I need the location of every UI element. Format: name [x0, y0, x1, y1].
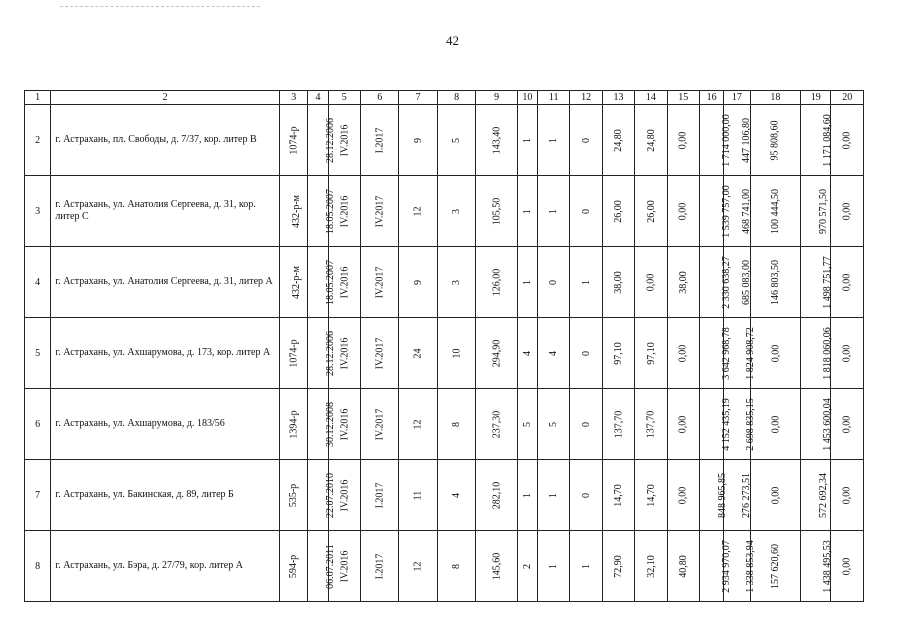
table-cell-col-16: [699, 318, 732, 389]
rotated-cell-value: 146 803,50: [769, 259, 781, 305]
table-cell-col-14: [635, 318, 667, 389]
rotated-cell-value: 4: [451, 492, 463, 498]
rotated-cell-value: 143,40: [491, 126, 503, 154]
rotated-cell-value: 1 714 000,00: [720, 113, 732, 167]
rotated-cell-value: 1 824 908,72: [744, 326, 756, 380]
rotated-cell-value: 432-р-м: [291, 265, 303, 299]
rotated-cell-value: 38,00: [677, 270, 689, 294]
table-cell-col-12: [570, 389, 602, 460]
table-cell-col-11: [538, 105, 570, 176]
rotated-cell-value: I.2017: [374, 127, 386, 153]
rotated-cell-value: 32,10: [645, 554, 657, 578]
table-row: [25, 247, 864, 318]
table-cell-col-16: [699, 531, 732, 602]
rotated-cell-value: 447 106,80: [741, 117, 753, 163]
rotated-cell-value: 8: [451, 421, 463, 427]
column-header-6: 6: [360, 91, 398, 105]
rotated-cell-value: 1394-р: [288, 409, 300, 439]
table-cell-col-1: 3: [25, 176, 51, 247]
table-cell-col-19: [801, 247, 831, 318]
table-cell-col-16: [699, 176, 732, 247]
rotated-cell-value: 30.12.2008: [325, 401, 337, 447]
table-cell-col-4: [308, 531, 337, 602]
rotated-cell-value: 1: [521, 208, 533, 214]
table-cell-col-13: [602, 105, 634, 176]
table-cell-col-14: [635, 460, 667, 531]
column-header-7: 7: [399, 91, 437, 105]
rotated-cell-value: 0,00: [769, 415, 781, 433]
table-cell-col-8: [437, 247, 475, 318]
table-cell-col-3: [280, 318, 308, 389]
rotated-cell-value: 18.05.2007: [325, 188, 337, 234]
rotated-cell-value: IV.2017: [374, 195, 386, 227]
table-cell-col-11: [538, 531, 570, 602]
rotated-cell-value: 0: [580, 421, 592, 427]
rotated-cell-value: 18.05.2007: [325, 259, 337, 305]
rotated-cell-value: 535-р: [288, 483, 300, 507]
rotated-cell-value: IV.2016: [338, 124, 350, 156]
table-cell-col-9: [476, 247, 517, 318]
rotated-cell-value: 4: [521, 350, 533, 356]
table-row: [25, 531, 864, 602]
table-cell-col-10: [517, 105, 537, 176]
table-cell-col-7: [399, 531, 437, 602]
rotated-cell-value: 137,70: [612, 410, 624, 438]
table-cell-col-9: [476, 531, 517, 602]
rotated-cell-value: IV.2016: [338, 195, 350, 227]
table-cell-col-14: [635, 389, 667, 460]
table-cell-col-1: 2: [25, 105, 51, 176]
rotated-cell-value: 0,00: [841, 131, 853, 149]
rotated-cell-value: 11: [412, 490, 424, 500]
rotated-cell-value: 0,00: [677, 131, 689, 149]
table-cell-col-13: [602, 531, 634, 602]
table-cell-col-6: [360, 531, 398, 602]
rotated-cell-value: 0,00: [769, 486, 781, 504]
table-cell-col-15: [667, 105, 699, 176]
rotated-cell-value: 0: [580, 208, 592, 214]
table-cell-col-1: 5: [25, 318, 51, 389]
rotated-cell-value: 1: [580, 563, 592, 569]
table-cell-col-1: 8: [25, 531, 51, 602]
rotated-cell-value: 0,00: [841, 344, 853, 362]
table-cell-col-9: [476, 460, 517, 531]
rotated-cell-value: 0,00: [677, 202, 689, 220]
table-cell-col-10: [517, 247, 537, 318]
table-cell-col-13: [602, 318, 634, 389]
rotated-cell-value: 848 965,85: [716, 472, 728, 518]
table-cell-col-12: [570, 318, 602, 389]
rotated-cell-value: 22.07.2010: [325, 472, 337, 518]
rotated-cell-value: 5: [548, 421, 560, 427]
rotated-cell-value: IV.2016: [338, 479, 350, 511]
rotated-cell-value: 24,80: [645, 128, 657, 152]
table-cell-col-20: [831, 247, 864, 318]
rotated-cell-value: 100 444,50: [769, 188, 781, 234]
table-cell-col-13: [602, 176, 634, 247]
table-cell-col-7: [399, 318, 437, 389]
rotated-cell-value: 2 698 835,15: [744, 397, 756, 451]
table-cell-col-9: [476, 105, 517, 176]
rotated-cell-value: 0,00: [841, 415, 853, 433]
table-row: [25, 389, 864, 460]
column-header-8: 8: [437, 91, 475, 105]
rotated-cell-value: 1: [521, 137, 533, 143]
rotated-cell-value: 1: [521, 492, 533, 498]
rotated-cell-value: 1: [548, 137, 560, 143]
rotated-cell-value: IV.2016: [338, 550, 350, 582]
column-header-18: 18: [750, 91, 801, 105]
table-cell-col-6: [360, 176, 398, 247]
column-header-14: 14: [635, 91, 667, 105]
table-cell-col-13: [602, 460, 634, 531]
table-cell-col-20: [831, 318, 864, 389]
rotated-cell-value: 2: [521, 563, 533, 569]
table-cell-col-10: [517, 318, 537, 389]
table-cell-col-13: [602, 389, 634, 460]
rotated-cell-value: 72,90: [612, 554, 624, 578]
table-cell-col-3: [280, 247, 308, 318]
table-cell-col-14: [635, 105, 667, 176]
table-cell-col-8: [437, 389, 475, 460]
table-cell-col-20: [831, 389, 864, 460]
column-header-11: 11: [538, 91, 570, 105]
address-cell: г. Астрахань, ул. Анатолия Сергеева, д. 31, литер А: [51, 247, 280, 318]
rotated-cell-value: I.2017: [374, 482, 386, 508]
table-cell-col-15: [667, 389, 699, 460]
scan-artifact-line: [60, 6, 260, 8]
rotated-cell-value: 237,30: [491, 410, 503, 438]
column-header-1: 1: [25, 91, 51, 105]
column-header-10: 10: [517, 91, 537, 105]
table-cell-col-4: [308, 318, 337, 389]
table-cell-col-3: [280, 105, 308, 176]
rotated-cell-value: 0: [580, 492, 592, 498]
rotated-cell-value: 26,00: [645, 199, 657, 223]
table-cell-col-20: [831, 460, 864, 531]
table-cell-col-15: [667, 531, 699, 602]
table-cell-col-7: [399, 105, 437, 176]
rotated-cell-value: 3: [451, 279, 463, 285]
housing-program-table: [24, 90, 864, 602]
rotated-cell-value: 97,10: [645, 341, 657, 365]
rotated-cell-value: 1 438 495,53: [821, 539, 833, 593]
rotated-cell-value: 594-р: [288, 554, 300, 578]
table-cell-col-18: [750, 389, 801, 460]
table-cell-col-8: [437, 318, 475, 389]
rotated-cell-value: 5: [521, 421, 533, 427]
table-cell-col-7: [399, 460, 437, 531]
rotated-cell-value: 24,80: [612, 128, 624, 152]
rotated-cell-value: 1 818 060,06: [821, 326, 833, 380]
table-cell-col-7: [399, 247, 437, 318]
table-row: [25, 105, 864, 176]
rotated-cell-value: 0: [580, 350, 592, 356]
table-cell-col-20: [831, 531, 864, 602]
table-cell-col-10: [517, 389, 537, 460]
rotated-cell-value: 1 539 757,00: [720, 184, 732, 238]
column-header-13: 13: [602, 91, 634, 105]
table-cell-col-18: [750, 247, 801, 318]
table-cell-col-19: [801, 176, 831, 247]
column-header-16: 16: [699, 91, 723, 105]
rotated-cell-value: 10: [451, 348, 463, 358]
rotated-cell-value: 9: [412, 137, 424, 143]
rotated-cell-value: 97,10: [612, 341, 624, 365]
table-cell-col-15: [667, 460, 699, 531]
rotated-cell-value: 06.07.2011: [325, 543, 337, 589]
rotated-cell-value: 1: [580, 279, 592, 285]
table-cell-col-7: [399, 389, 437, 460]
table-cell-col-4: [308, 389, 337, 460]
rotated-cell-value: 1: [548, 563, 560, 569]
rotated-cell-value: 0: [548, 279, 560, 285]
column-header-12: 12: [570, 91, 602, 105]
rotated-cell-value: 12: [412, 419, 424, 429]
rotated-cell-value: 2 934 970,07: [720, 539, 732, 593]
table-cell-col-19: [801, 531, 831, 602]
rotated-cell-value: 0,00: [841, 202, 853, 220]
table-cell-col-3: [280, 176, 308, 247]
table-cell-col-15: [667, 318, 699, 389]
table-cell-col-16: [699, 460, 728, 531]
rotated-cell-value: 294,90: [491, 339, 503, 367]
rotated-cell-value: IV.2017: [374, 266, 386, 298]
column-header-19: 19: [801, 91, 831, 105]
rotated-cell-value: 468 741,00: [741, 188, 753, 234]
table-cell-col-6: [360, 247, 398, 318]
rotated-cell-value: 3 642 968,78: [720, 326, 732, 380]
column-header-2: 2: [51, 91, 280, 105]
table-cell-col-12: [570, 460, 602, 531]
rotated-cell-value: 105,50: [491, 197, 503, 225]
rotated-cell-value: 24: [412, 348, 424, 358]
rotated-cell-value: 38,00: [612, 270, 624, 294]
table-cell-col-20: [831, 105, 864, 176]
table-cell-col-4: [308, 247, 337, 318]
rotated-cell-value: 685 083,00: [741, 259, 753, 305]
rotated-cell-value: 1074-р: [288, 125, 300, 155]
rotated-cell-value: 9: [412, 279, 424, 285]
rotated-cell-value: 0,00: [841, 486, 853, 504]
rotated-cell-value: 4: [548, 350, 560, 356]
table-cell-col-13: [602, 247, 634, 318]
column-header-5: 5: [328, 91, 360, 105]
rotated-cell-value: 1074-р: [288, 338, 300, 368]
rotated-cell-value: 432-р-м: [291, 194, 303, 228]
rotated-cell-value: 28.12.2006: [325, 117, 337, 163]
rotated-cell-value: 572 692,34: [818, 472, 830, 518]
table-cell-col-16: [699, 389, 732, 460]
table-cell-col-19: [801, 318, 831, 389]
rotated-cell-value: 0,00: [677, 415, 689, 433]
address-cell: г. Астрахань, ул. Анатолия Сергеева, д. 31, кор. литер С: [51, 176, 280, 247]
table-cell-col-11: [538, 460, 570, 531]
table-cell-col-20: [831, 176, 864, 247]
table-cell-col-9: [476, 389, 517, 460]
table-cell-col-6: [360, 460, 398, 531]
table-cell-col-1: 7: [25, 460, 51, 531]
table-cell-col-4: [308, 105, 337, 176]
table-row: [25, 318, 864, 389]
table-cell-col-11: [538, 176, 570, 247]
rotated-cell-value: 157 620,60: [769, 543, 781, 589]
table-cell-col-19: [801, 460, 831, 531]
rotated-cell-value: IV.2016: [338, 408, 350, 440]
rotated-cell-value: 1: [548, 492, 560, 498]
table-cell-col-3: [280, 389, 308, 460]
rotated-cell-value: 1: [521, 279, 533, 285]
table-cell-col-11: [538, 318, 570, 389]
rotated-cell-value: 26,00: [612, 199, 624, 223]
table-cell-col-14: [635, 531, 667, 602]
rotated-cell-value: 1 453 600,04: [821, 397, 833, 451]
table-cell-col-6: [360, 105, 398, 176]
table-cell-col-19: [801, 105, 831, 176]
rotated-cell-value: 12: [412, 206, 424, 216]
table-cell-col-16: [699, 105, 732, 176]
table-cell-col-15: [667, 176, 699, 247]
table-cell-col-8: [437, 176, 475, 247]
table-cell-col-10: [517, 531, 537, 602]
rotated-cell-value: 28.12.2006: [325, 330, 337, 376]
table-cell-col-14: [635, 176, 667, 247]
table-cell-col-16: [699, 247, 732, 318]
rotated-cell-value: 40,80: [677, 554, 689, 578]
rotated-cell-value: 0,00: [769, 344, 781, 362]
rotated-cell-value: 14,70: [612, 483, 624, 507]
column-header-3: 3: [280, 91, 308, 105]
table-cell-col-8: [437, 105, 475, 176]
rotated-cell-value: 0,00: [645, 273, 657, 291]
rotated-cell-value: IV.2017: [374, 408, 386, 440]
table-cell-col-18: [750, 176, 801, 247]
table-cell-col-3: [280, 531, 308, 602]
table-cell-col-12: [570, 176, 602, 247]
table-cell-col-6: [360, 318, 398, 389]
rotated-cell-value: 276 273,51: [741, 472, 753, 518]
rotated-cell-value: 0,00: [841, 273, 853, 291]
table-cell-col-19: [801, 389, 831, 460]
column-header-17: 17: [724, 91, 750, 105]
rotated-cell-value: 126,00: [491, 268, 503, 296]
rotated-cell-value: 3: [451, 208, 463, 214]
table-cell-col-6: [360, 389, 398, 460]
table-cell-col-14: [635, 247, 667, 318]
table-row: [25, 460, 864, 531]
rotated-cell-value: IV.2016: [338, 337, 350, 369]
rotated-cell-value: 0,00: [677, 344, 689, 362]
rotated-cell-value: 282,10: [491, 481, 503, 509]
rotated-cell-value: 0: [580, 137, 592, 143]
address-cell: г. Астрахань, ул. Ахшарумова, д. 173, кор. литер А: [51, 318, 280, 389]
rotated-cell-value: 8: [451, 563, 463, 569]
table-cell-col-15: [667, 247, 699, 318]
address-cell: г. Астрахань, ул. Бэра, д. 27/79, кор. литер А: [51, 531, 280, 602]
address-cell: г. Астрахань, ул. Ахшарумова, д. 183/56: [51, 389, 280, 460]
address-cell: г. Астрахань, ул. Бакинская, д. 89, литер Б: [51, 460, 280, 531]
rotated-cell-value: 145,60: [491, 552, 503, 580]
rotated-cell-value: 0,00: [677, 486, 689, 504]
rotated-cell-value: 137,70: [645, 410, 657, 438]
page-number: 42: [446, 33, 459, 48]
table-cell-col-4: [308, 460, 337, 531]
table-cell-col-1: 4: [25, 247, 51, 318]
column-header-15: 15: [667, 91, 699, 105]
rotated-cell-value: 0,00: [841, 557, 853, 575]
table-cell-col-8: [437, 531, 475, 602]
rotated-cell-value: I.2017: [374, 553, 386, 579]
rotated-cell-value: 1: [548, 208, 560, 214]
table-cell-col-18: [750, 105, 801, 176]
table-cell-col-10: [517, 176, 537, 247]
table-cell-col-9: [476, 318, 517, 389]
table-cell-col-9: [476, 176, 517, 247]
table-header-row: [25, 91, 864, 105]
table-cell-col-12: [570, 105, 602, 176]
table-cell-col-18: [750, 318, 801, 389]
address-cell: г. Астрахань, пл. Свободы, д. 7/37, кор. литер В: [51, 105, 280, 176]
rotated-cell-value: 12: [412, 561, 424, 571]
rotated-cell-value: 4 152 435,19: [720, 397, 732, 451]
table-cell-col-11: [538, 389, 570, 460]
table-cell-col-3: [280, 460, 308, 531]
rotated-cell-value: IV.2016: [338, 266, 350, 298]
table-cell-col-18: [750, 531, 801, 602]
table-cell-col-4: [308, 176, 337, 247]
rotated-cell-value: 1 171 084,60: [821, 113, 833, 167]
table-cell-col-1: 6: [25, 389, 51, 460]
rotated-cell-value: 970 571,50: [818, 188, 830, 234]
table-cell-col-11: [538, 247, 570, 318]
table-cell-col-8: [437, 460, 475, 531]
table-row: [25, 176, 864, 247]
rotated-cell-value: 5: [451, 137, 463, 143]
table-cell-col-12: [570, 247, 602, 318]
table-cell-col-7: [399, 176, 437, 247]
rotated-cell-value: 14,70: [645, 483, 657, 507]
table-cell-col-18: [750, 460, 801, 531]
table-cell-col-12: [570, 531, 602, 602]
rotated-cell-value: 95 808,60: [769, 120, 781, 160]
column-header-20: 20: [831, 91, 864, 105]
column-header-9: 9: [476, 91, 517, 105]
rotated-cell-value: 2 330 638,27: [720, 255, 732, 309]
rotated-cell-value: 1 338 853,94: [744, 539, 756, 593]
table-cell-col-10: [517, 460, 537, 531]
rotated-cell-value: IV.2017: [374, 337, 386, 369]
column-header-4: 4: [308, 91, 328, 105]
rotated-cell-value: 1 498 751,77: [821, 255, 833, 309]
